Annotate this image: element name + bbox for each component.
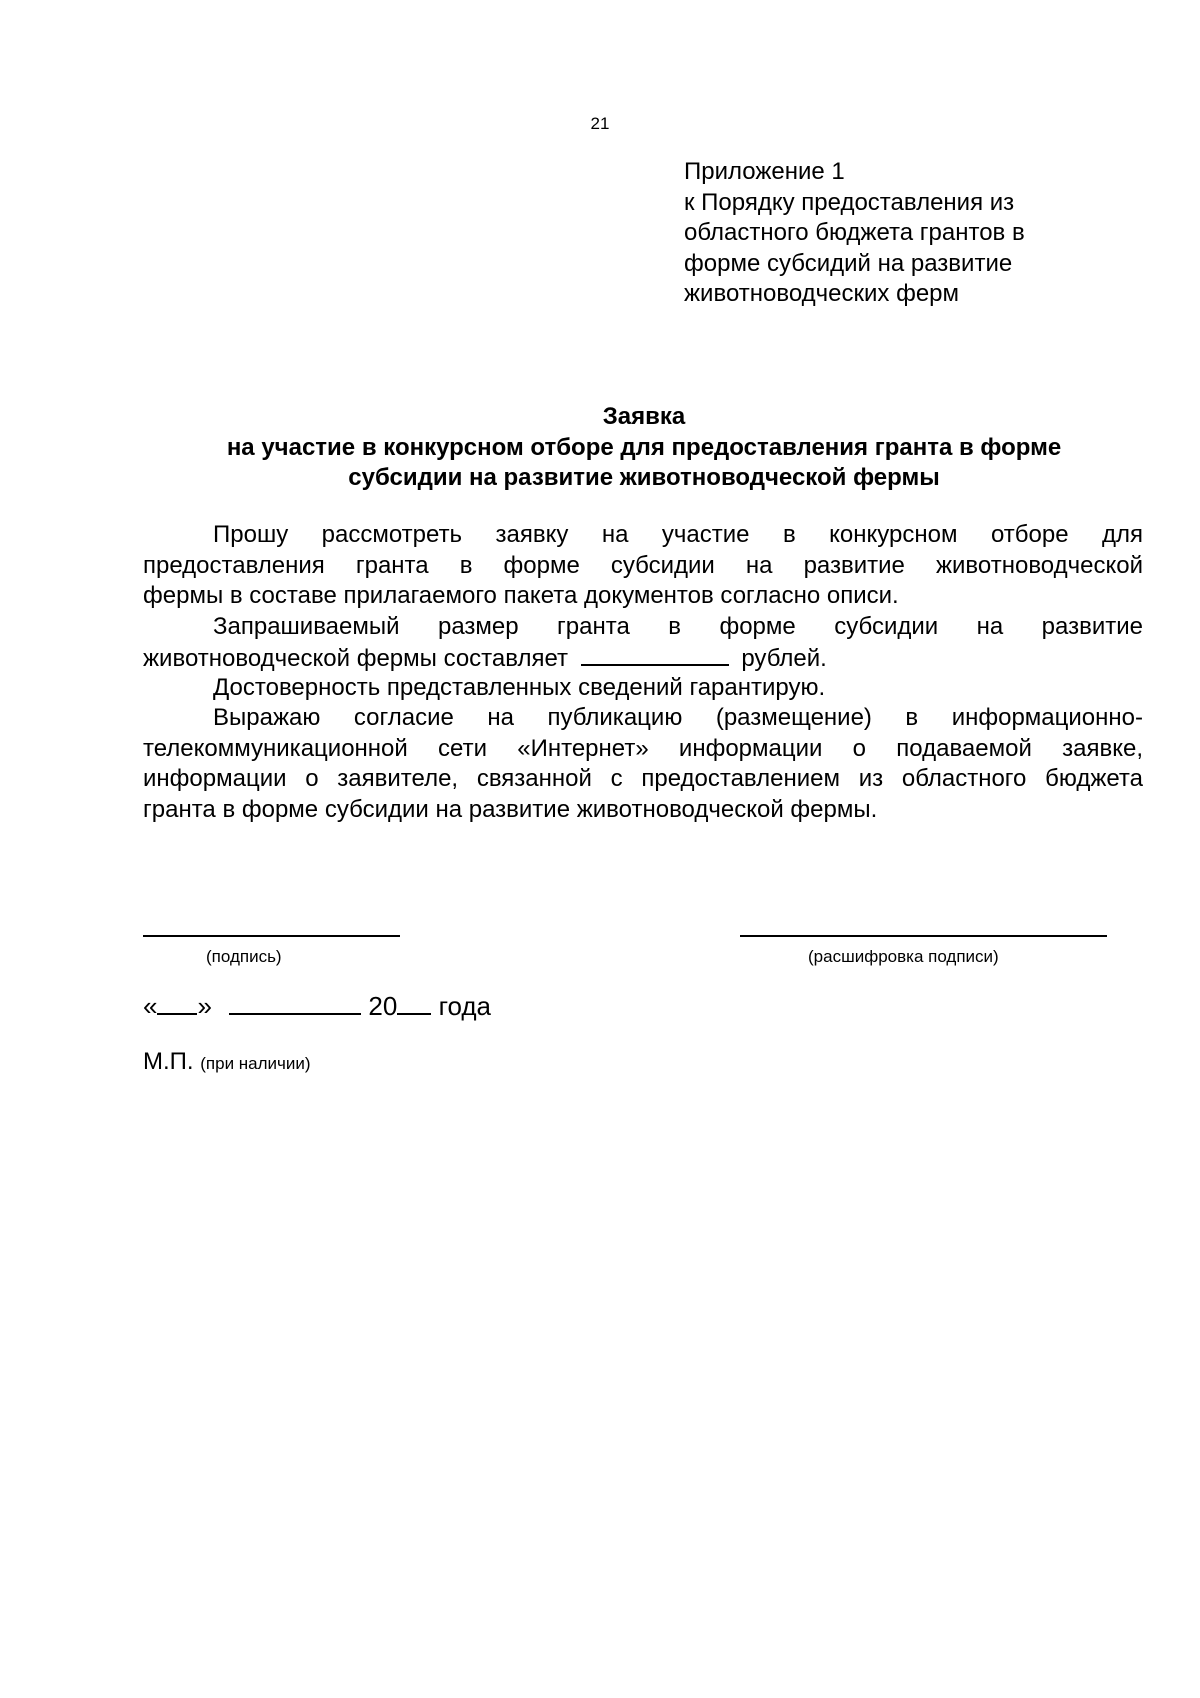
signature-transcript-label: (расшифровка подписи) [808, 947, 999, 966]
stamp-label: М.П. [143, 1048, 194, 1075]
title-line: на участие в конкурсном отборе для предоставления гранта в форме [226, 433, 1062, 461]
stamp-note: (при наличии) [200, 1054, 311, 1073]
date-close-quote: » [197, 991, 212, 1021]
date-suffix: года [438, 991, 491, 1021]
grant-amount-suffix: рублей. [741, 645, 827, 672]
body-line: фермы в составе прилагаемого пакета документов согласно описи. [143, 582, 899, 609]
body-line: гранта в форме субсидии на развитие животноводческой фермы. [143, 795, 878, 823]
appendix-line: форме субсидий на развитие [684, 249, 1013, 277]
year-prefix: 20 [368, 991, 398, 1021]
appendix-line: областного бюджета грантов в [684, 219, 1025, 246]
body-line: Запрашиваемый размер гранта в форме субсидии на развитие [213, 612, 1143, 640]
title-line: Заявка [602, 403, 686, 430]
appendix-line: к Порядку предоставления из [684, 188, 1015, 216]
appendix-line: животноводческих ферм [684, 280, 960, 307]
grant-amount-prefix: животноводческой фермы составляет [143, 645, 568, 672]
body-line: предоставления гранта в форме субсидии на развитие животноводческой [143, 551, 1143, 579]
date-open-quote: « [143, 991, 158, 1021]
title-line: субсидии на развитие животноводческой фермы [348, 464, 940, 491]
day-blank[interactable] [157, 991, 197, 1015]
appendix-reference [684, 157, 1124, 310]
signature-blank[interactable] [143, 935, 400, 937]
date-line [143, 991, 491, 1022]
signature-label: (подпись) [206, 947, 282, 966]
body-line: информации о заявителе, связанной с предоставлением из областного бюджета [143, 765, 1143, 792]
body-line: Выражаю согласие на публикацию (размещение) в информационно- [213, 704, 1143, 731]
grant-amount-blank[interactable] [581, 642, 729, 666]
page-number: 21 [590, 114, 610, 133]
grant-amount-line [143, 642, 1143, 673]
year-blank[interactable] [397, 991, 431, 1015]
document-title [140, 402, 1148, 494]
body-line: телекоммуникационной сети «Интернет» информации о подаваемой заявке, [143, 734, 1143, 762]
stamp-line [143, 1048, 311, 1076]
body-line: Прошу рассмотреть заявку на участие в конкурсном отборе для [213, 521, 1143, 548]
month-blank[interactable] [229, 991, 361, 1015]
body-line: Достоверность представленных сведений гарантирую. [213, 673, 826, 701]
appendix-line: Приложение 1 [684, 158, 845, 185]
signature-transcript-blank[interactable] [740, 935, 1107, 937]
application-body [143, 520, 1143, 825]
